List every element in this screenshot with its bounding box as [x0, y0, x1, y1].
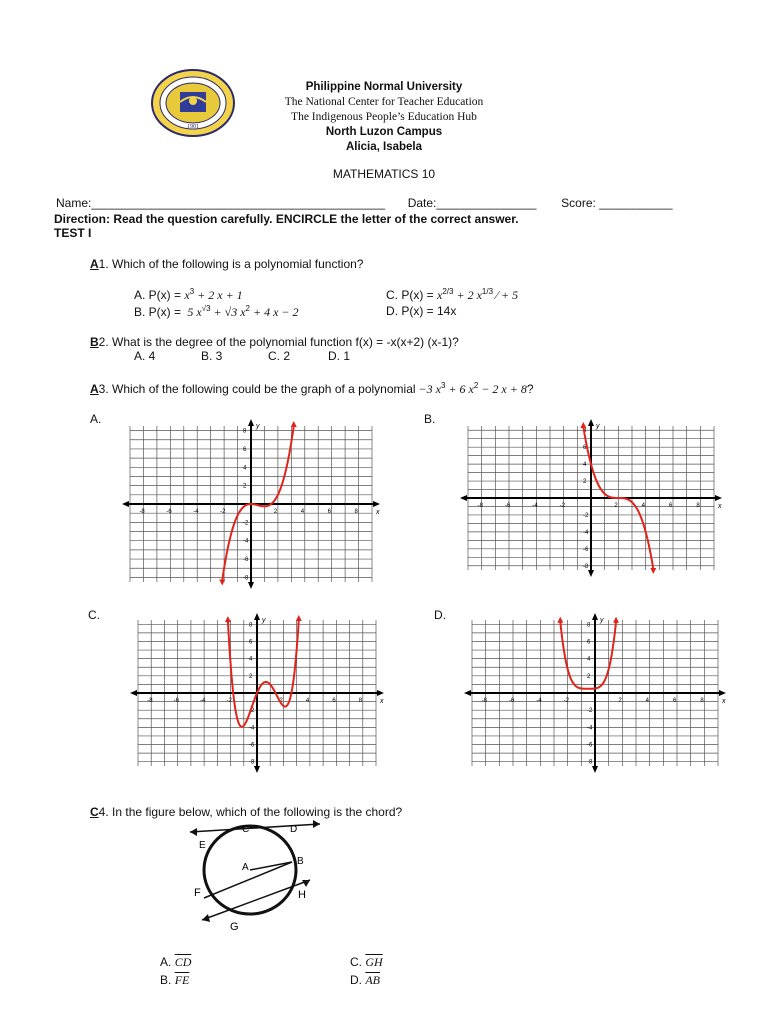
radius-ab — [250, 862, 292, 870]
question-4 — [90, 805, 402, 819]
q4-choice-c[interactable] — [350, 955, 383, 970]
y-tick-label: -4 — [587, 725, 593, 732]
x-axis-name: x — [376, 509, 380, 516]
curve-arrow-icon — [557, 617, 563, 623]
x-tick-label: 6 — [669, 503, 673, 509]
y-tick-label: 6 — [249, 639, 253, 646]
curve-arrow-icon — [296, 615, 302, 621]
point-f-label: F — [194, 887, 201, 899]
y-tick-label: -2 — [583, 512, 589, 519]
arrow-right-icon — [313, 820, 320, 828]
x-tick-label: 6 — [327, 509, 332, 515]
y-axis-name: y — [600, 617, 604, 624]
q4-choice-b[interactable] — [160, 973, 189, 988]
q4-choice-d-letter: D. — [350, 973, 362, 987]
q2-choice-d[interactable]: D. 1 — [328, 349, 351, 363]
point-e-label: E — [199, 840, 206, 851]
arrow-left-icon — [190, 828, 197, 836]
q4-choice-c-segment: $\overline{GH}$ — [365, 955, 383, 969]
q2-choice-a[interactable]: A. 4 — [134, 349, 156, 363]
point-h-label: H — [298, 889, 306, 901]
answer-mark-1: A — [90, 257, 99, 271]
y-tick-label: 6 — [243, 446, 247, 453]
question-2 — [90, 335, 459, 349]
q2-choice-b[interactable]: B. 3 — [201, 349, 223, 363]
axis-arrow-icon — [130, 690, 137, 696]
x-tick-label: 6 — [673, 698, 677, 704]
q4-choice-a[interactable] — [160, 955, 191, 970]
direction-text: Direction: Read the question carefully. ENCIRCLE the letter of the correct answer. — [54, 212, 519, 226]
q1-option-d[interactable]: D. P(x) = 14x — [386, 304, 457, 318]
x-tick-label: 4 — [300, 509, 305, 515]
svg-text:1901: 1901 — [187, 124, 199, 130]
q1-option-c[interactable]: C. $P(x) = x^{2/3} + 2$ $x^{1/3}$ ∕ + 5 — [386, 287, 519, 302]
point-a-label: A — [242, 862, 249, 873]
y-tick-label: -8 — [243, 575, 249, 582]
q4-choice-c-letter: C. — [350, 955, 362, 969]
y-tick-label: -8 — [249, 759, 255, 766]
header-line-3: The Indigenous People’s Education Hub — [291, 111, 477, 123]
student-info-row — [56, 196, 673, 210]
answer-mark-4: C — [90, 805, 99, 819]
x-tick-label: -4 — [193, 509, 199, 515]
x-tick-label: -2 — [226, 698, 232, 704]
axis-arrow-icon — [248, 582, 254, 589]
question-3-text: 3. Which of the following could be the graph of a polynomial — [98, 382, 416, 396]
y-axis-name: y — [262, 617, 266, 624]
y-tick-label: 8 — [249, 622, 253, 629]
point-c-label: C — [242, 824, 250, 835]
arrow-left-icon — [202, 914, 210, 922]
x-tick-label: -2 — [220, 509, 226, 515]
graph-a-label[interactable]: A. — [90, 412, 102, 426]
campus-location: Alicia, Isabela — [345, 141, 423, 153]
y-axis-name: y — [256, 423, 260, 430]
x-tick-label: -6 — [505, 503, 511, 509]
graph-c[interactable] — [126, 612, 394, 774]
axis-arrow-icon — [715, 495, 722, 501]
x-tick-label: 2 — [279, 698, 283, 704]
y-tick-label: 8 — [243, 428, 247, 435]
x-tick-label: -8 — [139, 509, 145, 515]
axis-arrow-icon — [122, 501, 129, 507]
y-tick-label: -6 — [587, 742, 593, 749]
date-field[interactable]: Date:_______________ — [407, 196, 537, 210]
x-tick-label: -8 — [481, 698, 488, 704]
graph-a[interactable] — [118, 418, 390, 590]
q1-option-b-label: B. P(x) = — [134, 305, 182, 319]
curve-arrow-icon — [225, 616, 231, 622]
curve-arrow-icon — [291, 421, 297, 427]
q1-option-a-label: A. P(x) = — [134, 288, 182, 302]
x-tick-label: -6 — [173, 698, 180, 704]
y-tick-label: 2 — [583, 479, 587, 486]
y-tick-label: 2 — [587, 673, 591, 680]
q4-choice-d-segment: $\overline{AB}$ — [365, 973, 381, 987]
point-d-label: D — [290, 824, 298, 835]
q2-choice-c[interactable]: C. 2 — [268, 349, 291, 363]
circle-figure — [180, 818, 340, 938]
x-tick-label: 2 — [273, 509, 278, 515]
axis-arrow-icon — [592, 613, 598, 620]
x-tick-label: 4 — [305, 698, 310, 704]
y-tick-label: -6 — [243, 557, 249, 564]
y-tick-label: 6 — [583, 445, 587, 452]
test-label: TEST I — [54, 226, 92, 240]
question-3: A3. Which of the following could be the graph of a polynomial −3 $x^3 + 6$ $x^2 - 2$ x + 8? — [90, 381, 534, 396]
axis-arrow-icon — [588, 570, 594, 577]
y-tick-label: 6 — [587, 639, 591, 646]
y-tick-label: -2 — [249, 708, 255, 715]
axis-arrow-icon — [248, 419, 254, 426]
page-title: MATHEMATICS 10 — [332, 167, 436, 181]
arrow-right-icon — [302, 880, 310, 887]
q4-choice-b-segment: $\overline{FE}$ — [174, 973, 190, 987]
y-tick-label: 8 — [583, 428, 587, 435]
x-tick-label: 4 — [641, 503, 646, 509]
x-tick-label: -6 — [509, 698, 515, 704]
axis-arrow-icon — [377, 690, 384, 696]
x-tick-label: -8 — [147, 698, 153, 704]
x-tick-label: -2 — [559, 503, 566, 509]
y-tick-label: 4 — [587, 656, 591, 663]
x-tick-label: 2 — [618, 698, 622, 704]
y-tick-label: -2 — [243, 520, 249, 527]
x-tick-label: 8 — [354, 509, 358, 515]
x-tick-label: -6 — [166, 509, 172, 515]
question-1-text: 1. Which of the following is a polynomial function? — [98, 257, 364, 271]
q4-choice-a-segment: $\overline{CD}$ — [174, 955, 192, 969]
y-tick-label: -4 — [583, 529, 589, 536]
x-tick-label: -8 — [477, 503, 484, 509]
q4-choice-b-letter: B. — [160, 973, 172, 987]
curve-arrow-icon — [580, 422, 586, 428]
q1-option-c-label: C. P(x) = — [386, 288, 434, 302]
school-header — [0, 80, 768, 155]
graph-d-label[interactable]: D. — [434, 608, 446, 622]
header-line-2: The National Center for Teacher Education — [284, 96, 484, 108]
y-tick-label: 2 — [243, 483, 247, 490]
axis-arrow-icon — [588, 419, 594, 426]
x-tick-label: 4 — [645, 698, 650, 704]
y-tick-label: -4 — [243, 538, 249, 545]
graph-c-label[interactable]: C. — [88, 608, 100, 622]
y-tick-label: -8 — [587, 759, 593, 766]
y-tick-label: -2 — [587, 708, 593, 715]
score-field[interactable]: Score: ___________ — [561, 196, 673, 210]
y-tick-label: 8 — [587, 622, 591, 629]
axis-arrow-icon — [254, 766, 260, 773]
answer-mark-3: A — [90, 382, 99, 396]
polynomial-curve — [228, 620, 299, 727]
curve-arrow-icon — [219, 579, 225, 585]
y-tick-label: -6 — [583, 546, 589, 553]
point-b-label: B — [297, 856, 304, 867]
q4-choice-a-letter: A. — [160, 955, 172, 969]
y-tick-label: -6 — [249, 742, 255, 749]
graph-b[interactable] — [456, 418, 732, 578]
x-tick-label: -4 — [200, 698, 206, 704]
name-field[interactable]: Name:____________________________________________ — [56, 196, 385, 210]
x-axis-name: x — [722, 698, 726, 705]
x-axis-name: x — [380, 698, 384, 705]
x-tick-label: 6 — [332, 698, 336, 704]
x-tick-label: 2 — [614, 503, 618, 509]
q4-choice-d[interactable] — [350, 973, 380, 988]
y-tick-label: -8 — [583, 563, 589, 570]
question-1 — [90, 257, 363, 271]
curve-arrow-icon — [613, 617, 619, 623]
graph-b-label[interactable]: B. — [424, 412, 436, 426]
axis-arrow-icon — [254, 613, 260, 620]
axis-arrow-icon — [373, 501, 380, 507]
x-tick-label: 8 — [700, 698, 704, 704]
y-tick-label: 4 — [249, 656, 253, 663]
q1-option-b[interactable]: B. P(x) = 5 $x^{√3} + √3$ $x^2 + 4$ x − 2 — [134, 304, 299, 319]
y-tick-label: 4 — [583, 462, 587, 469]
university-name: Philippine Normal University — [305, 81, 463, 93]
q1-option-a[interactable]: A. $P(x) = x^3 + 2$ x + 1 — [134, 287, 243, 302]
question-4-text: 4. In the figure below, which of the following is the chord? — [98, 805, 403, 819]
x-axis-name: x — [718, 503, 722, 510]
campus-name: North Luzon Campus — [325, 126, 443, 138]
axis-arrow-icon — [460, 495, 467, 501]
x-tick-label: -4 — [532, 503, 538, 509]
axis-arrow-icon — [464, 690, 471, 696]
x-tick-label: 8 — [358, 698, 363, 704]
question-3-mark: ? — [526, 382, 534, 396]
y-axis-name: y — [596, 423, 600, 430]
y-tick-label: 2 — [249, 673, 253, 680]
point-g-label: G — [230, 921, 239, 933]
axis-arrow-icon — [592, 766, 598, 773]
graph-d[interactable] — [460, 612, 736, 774]
x-tick-label: -4 — [536, 698, 542, 704]
curve-arrow-icon — [650, 568, 656, 574]
y-tick-label: 4 — [243, 465, 247, 472]
x-tick-label: 8 — [696, 503, 700, 509]
question-2-text: 2. What is the degree of the polynomial function f(x) = -x(x+2) (x-1)? — [98, 335, 459, 349]
x-tick-label: -2 — [563, 698, 570, 704]
y-tick-label: -4 — [249, 725, 255, 732]
answer-mark-2: B — [90, 335, 99, 349]
axis-arrow-icon — [719, 690, 726, 696]
